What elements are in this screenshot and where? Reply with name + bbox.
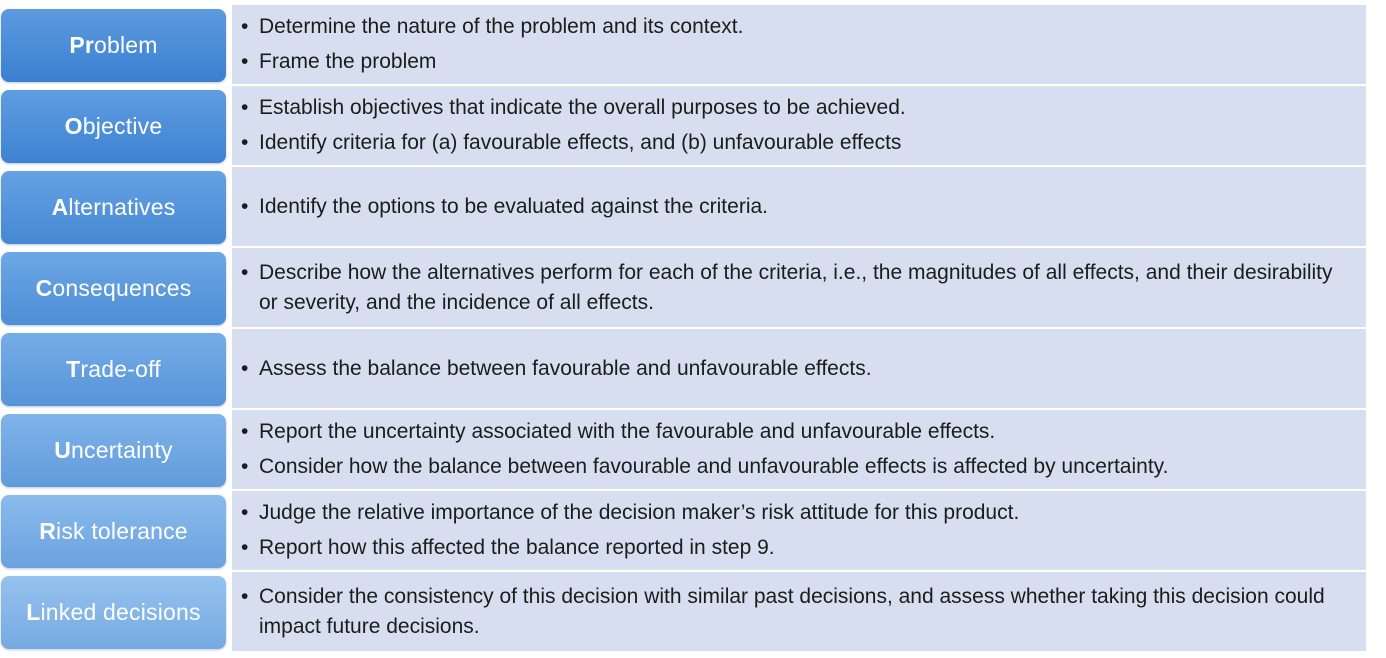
step-label-rest: bjective [82,113,163,139]
bullet-dot-icon: • [241,50,249,73]
step-label [1,9,226,82]
step-label-rest: onsequences [52,275,192,301]
step-label [1,90,226,163]
step-description-panel [232,248,1366,328]
step-bullet-list [241,258,1354,318]
step-bullet-list [241,192,1354,222]
step-label-initial: C [35,275,53,301]
bullet-dot-icon: • [241,131,249,154]
step-bullet [241,582,1354,642]
step-label [1,171,226,244]
step-row [0,5,1386,86]
step-label-rest: rade-off [80,356,161,382]
step-bullet [241,258,1354,318]
step-bullet [241,192,1354,222]
step-bullet [241,452,1354,482]
bullet-dot-icon: • [241,584,249,608]
step-bullet [241,47,1354,77]
step-bullet-list [241,417,1354,482]
step-bullet-text: Assess the balance between favourable and unfavourable effects. [259,356,872,380]
step-label-initial: R [39,518,57,544]
step-bullet-list [241,12,1354,77]
step-description-panel [232,491,1366,571]
step-label [1,576,226,649]
step-description-panel [232,86,1366,166]
step-description-panel [232,410,1366,490]
bullet-dot-icon: • [241,194,249,218]
step-label [1,252,226,325]
bullet-dot-icon: • [241,96,249,119]
step-bullet-text: Report how this affected the balance reported in step 9. [259,536,775,559]
step-row [0,572,1386,653]
step-bullet-list [241,498,1354,563]
step-bullet-text: Frame the problem [259,50,437,73]
step-label-initial: A [51,194,69,220]
step-bullet-text: Identify the options to be evaluated against the criteria. [259,194,768,218]
step-bullet [241,12,1354,42]
step-label-initial: O [64,113,83,139]
step-bullet-text: Describe how the alternatives perform for each of the criteria, i.e., the magnitudes of all effects, and their desirability or severity, and the incidence of all effects. [259,260,1333,314]
bullet-dot-icon: • [241,260,249,284]
step-label-rest: isk tolerance [56,518,188,544]
bullet-dot-icon: • [241,536,249,559]
step-bullet [241,354,1354,384]
step-bullet [241,498,1354,528]
step-bullet-text: Consider how the balance between favourable and unfavourable effects is affected by uncertainty. [259,455,1169,478]
step-bullet-text: Identify criteria for (a) favourable effects, and (b) unfavourable effects [259,131,902,154]
step-row [0,329,1386,410]
bullet-dot-icon: • [241,455,249,478]
step-description-panel [232,5,1366,85]
step-bullet [241,128,1354,158]
step-description-panel [232,329,1366,409]
step-label-rest: inked decisions [40,599,201,625]
step-label-initial: Pr [69,32,95,58]
step-bullet-text: Judge the relative importance of the decision maker’s risk attitude for this product. [259,501,1020,524]
step-label-rest: ncertainty [71,437,173,463]
step-label-initial: U [54,437,72,463]
step-bullet-text: Report the uncertainty associated with the favourable and unfavourable effects. [259,420,996,443]
step-bullet-list [241,354,1354,384]
step-label-rest: lternatives [68,194,176,220]
bullet-dot-icon: • [241,501,249,524]
step-bullet [241,417,1354,447]
step-label [1,495,226,568]
bullet-dot-icon: • [241,15,249,38]
step-row [0,86,1386,167]
step-bullet-list [241,582,1354,642]
bullet-dot-icon: • [241,356,249,380]
step-bullet-text: Consider the consistency of this decision with similar past decisions, and assess whether taking this decision could impact future decisions. [259,584,1325,638]
step-bullet-list [241,93,1354,158]
step-row [0,167,1386,248]
step-label [1,414,226,487]
step-row [0,410,1386,491]
step-bullet [241,533,1354,563]
step-row [0,491,1386,572]
step-bullet [241,93,1354,123]
step-label-rest: oblem [94,32,158,58]
step-description-panel [232,167,1366,247]
step-label-initial: T [66,356,81,382]
step-label [1,333,226,406]
step-description-panel [232,572,1366,652]
bullet-dot-icon: • [241,420,249,443]
step-label-initial: L [26,599,41,625]
step-bullet-text: Determine the nature of the problem and its context. [259,15,744,38]
step-bullet-text: Establish objectives that indicate the overall purposes to be achieved. [259,96,906,119]
step-row [0,248,1386,329]
